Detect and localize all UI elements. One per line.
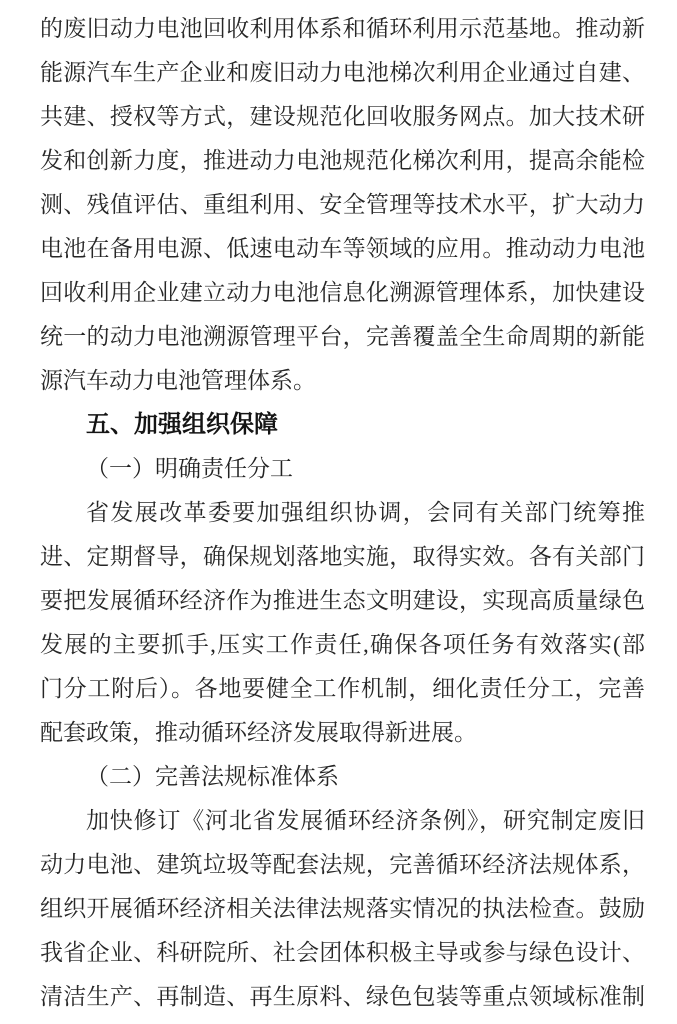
section-heading: 五、加强组织保障 <box>86 411 278 438</box>
text-line: 回收利用企业建立动力电池信息化溯源管理体系，加快建设 <box>40 280 645 305</box>
text-line: 电池在备用电源、低速电动车等领域的应用。推动动力电池 <box>40 236 645 261</box>
text-line: 门分工附后）。各地要健全工作机制，细化责任分工，完善 <box>40 676 645 701</box>
text-line: 发和创新力度，推进动力电池规范化梯次利用，提高余能检 <box>40 148 645 173</box>
text-line: 动力电池、建筑垃圾等配套法规，完善循环经济法规体系， <box>40 852 645 877</box>
text-line: 加快修订《河北省发展循环经济条例》，研究制定废旧 <box>86 808 645 833</box>
text-line: 进、定期督导，确保规划落地实施，取得实效。各有关部门 <box>40 544 645 569</box>
text-line: 我省企业、科研院所、社会团体积极主导或参与绿色设计、 <box>40 940 645 965</box>
text-line: 共建、授权等方式，建设规范化回收服务网点。加大技术研 <box>40 104 645 129</box>
text-line: 的废旧动力电池回收利用体系和循环利用示范基地。推动新 <box>40 16 645 41</box>
subsection-heading: （二）完善法规标准体系 <box>86 764 339 789</box>
document-text <box>40 7 645 1019</box>
text-line: 源汽车动力电池管理体系。 <box>40 368 316 393</box>
text-line: 配套政策，推动循环经济发展取得新进展。 <box>40 720 477 745</box>
text-line: 统一的动力电池溯源管理平台，完善覆盖全生命周期的新能 <box>40 324 645 349</box>
text-line: 省发展改革委要加强组织协调，会同有关部门统筹推 <box>86 500 645 525</box>
text-line: 测、残值评估、重组利用、安全管理等技术水平，扩大动力 <box>40 192 645 217</box>
text-line: 清洁生产、再制造、再生原料、绿色包装等重点领域标准制 <box>40 984 645 1009</box>
text-line: 要把发展循环经济作为推进生态文明建设，实现高质量绿色 <box>40 588 645 613</box>
text-line: 发展的主要抓手,压实工作责任,确保各项任务有效落实(部 <box>40 632 645 657</box>
subsection-heading: （一）明确责任分工 <box>86 456 293 481</box>
text-line: 能源汽车生产企业和废旧动力电池梯次利用企业通过自建、 <box>40 60 645 85</box>
text-line: 组织开展循环经济相关法律法规落实情况的执法检查。鼓励 <box>40 896 645 921</box>
